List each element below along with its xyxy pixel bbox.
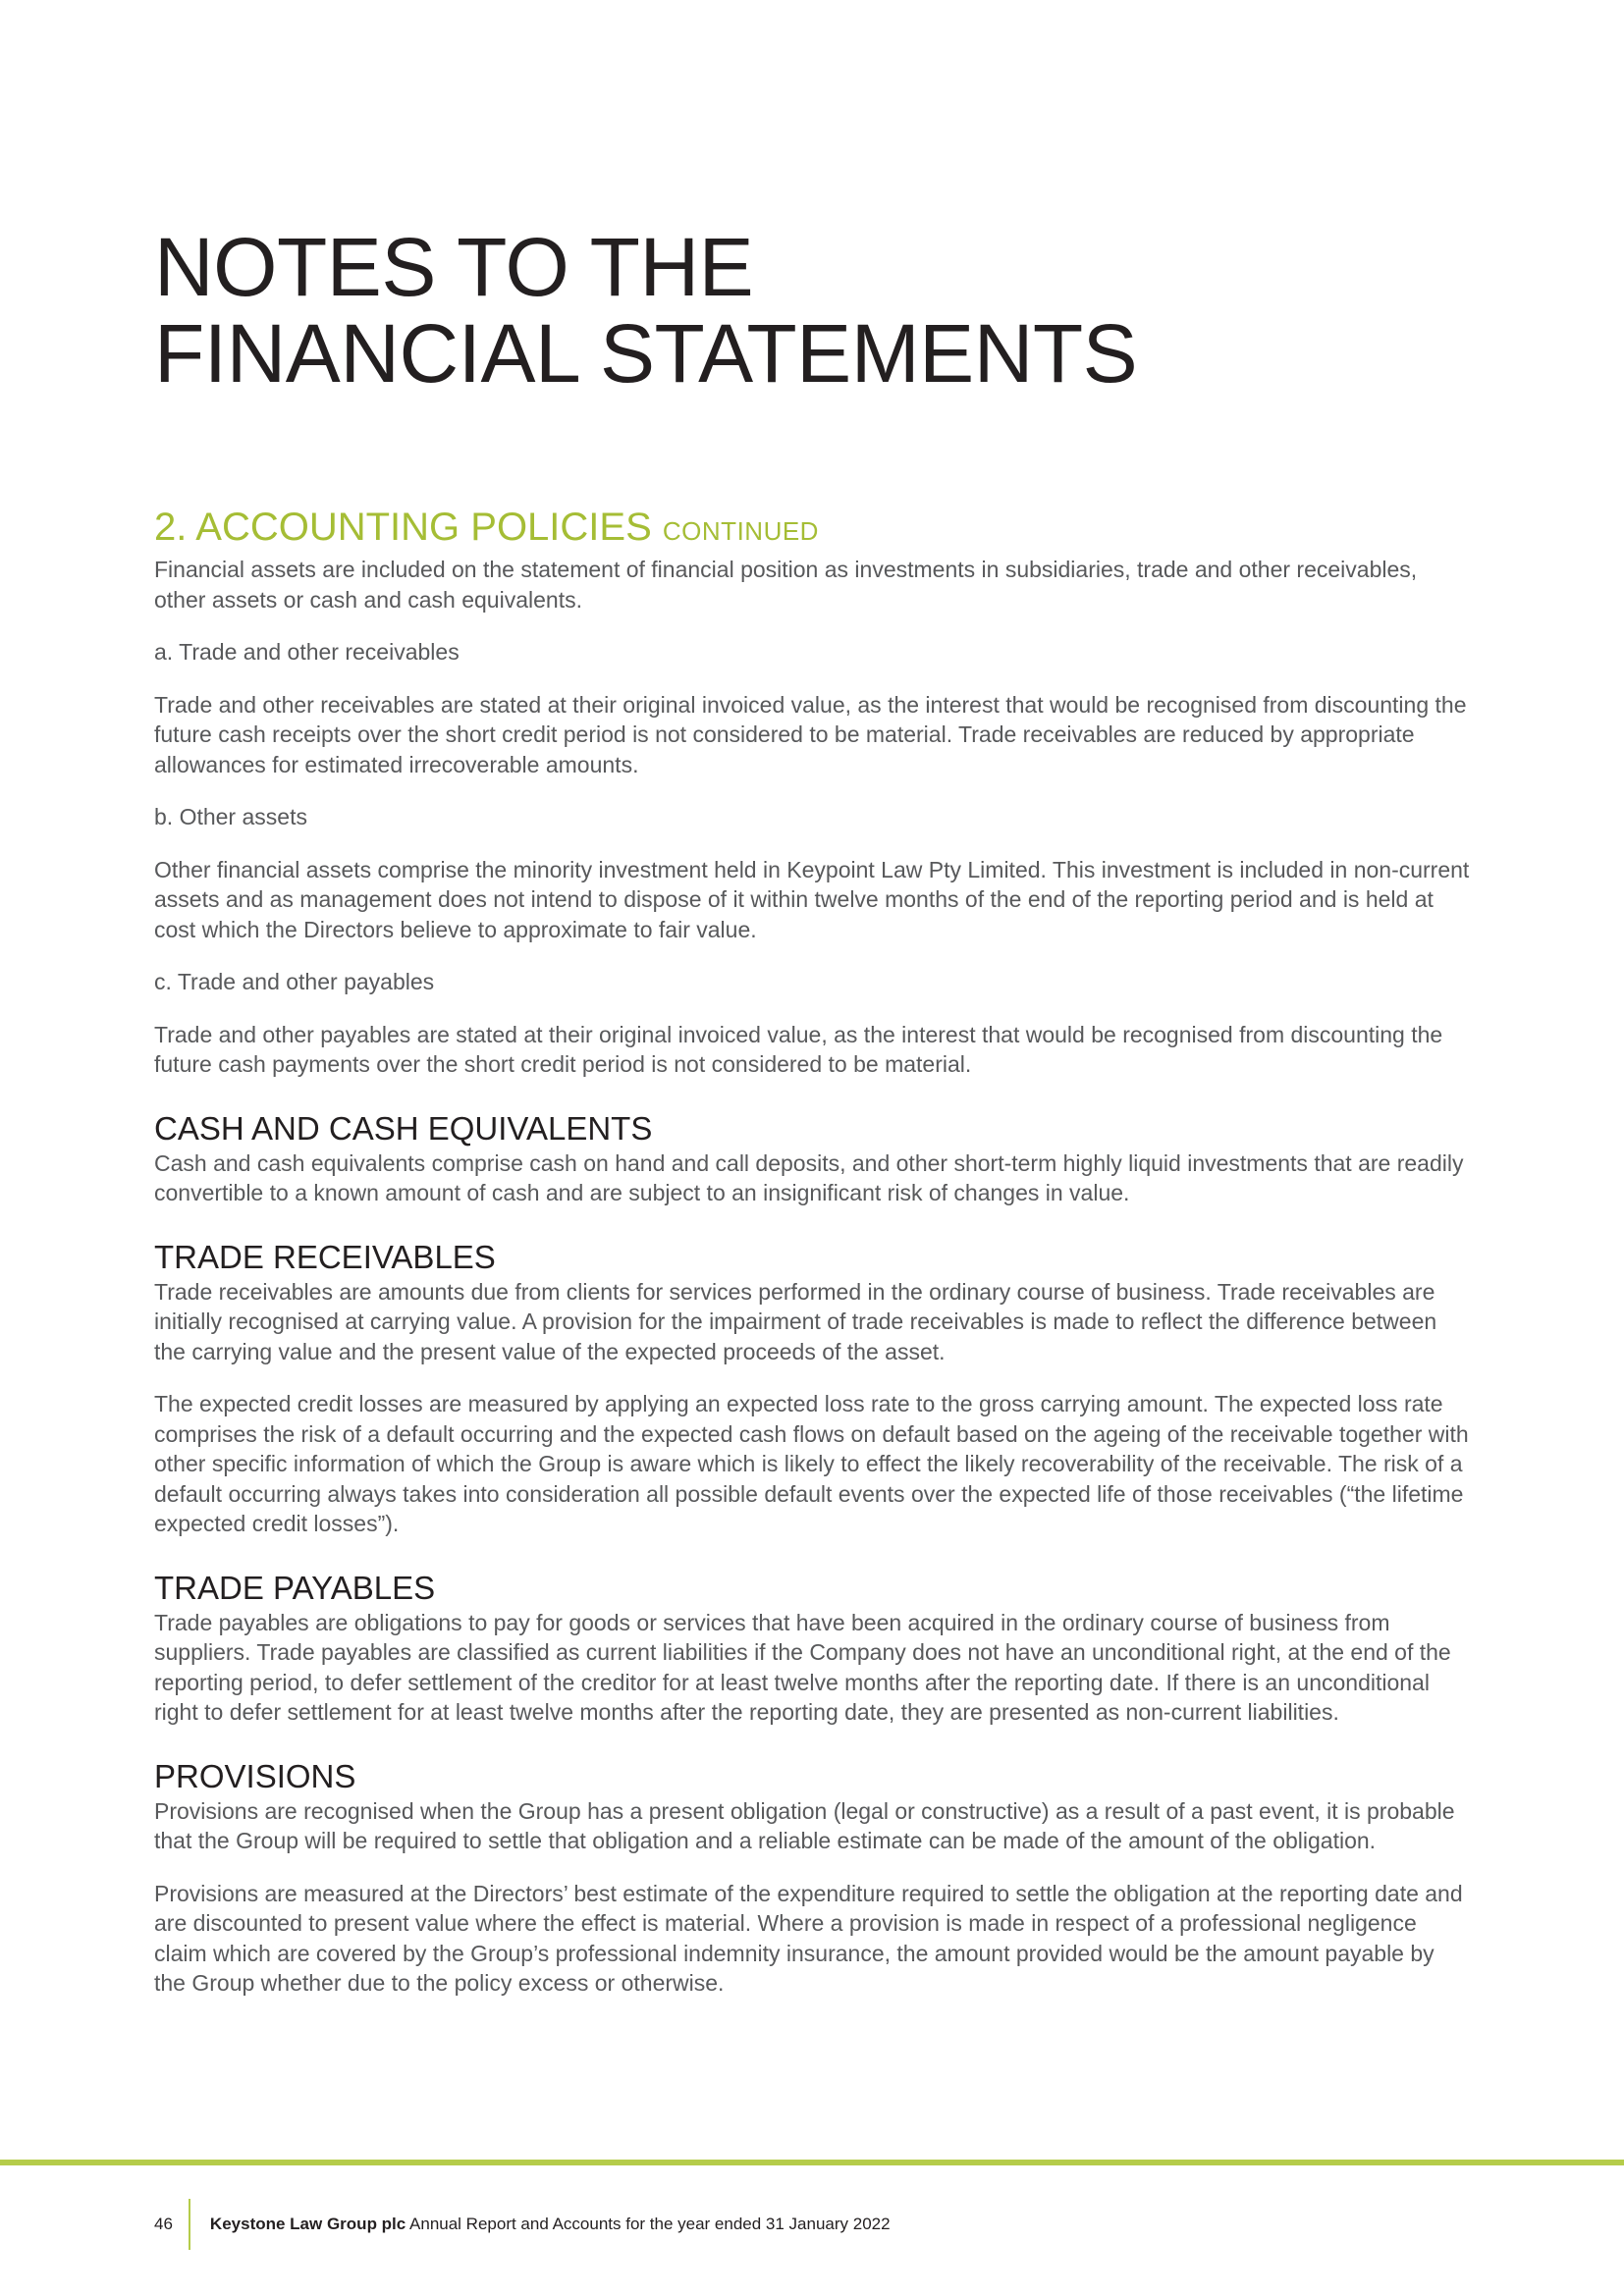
provisions-text-2: Provisions are measured at the Directors’ best estimate of the expenditure required to settle the obligation at the reporting date and are discounted to present value where the effect is material. Where a provision is made in respect of a professional negligence claim which are covered by the Group’s professional indemnity insurance, the amount provided would be the amount payable by the Group whether due to the policy excess or otherwise. bbox=[154, 1880, 1463, 1996]
trade-receivables-text-2: The expected credit losses are measured by applying an expected loss rate to the gross carrying amount. The expected loss rate comprises the risk of a default occurring and the expected cash flows on default based on the ageing of the receivable together with other specific information of which the Group is aware which is likely to effect the likely recoverability of the receivable. The risk of a default occurring always takes into consideration all possible default events over the expected life of those receivables (“the lifetime expected credit losses”). bbox=[154, 1391, 1469, 1536]
trade-receivables-text-1: Trade receivables are amounts due from clients for services performed in the ordinary course of business. Trade receivables are initially recognised at carrying value. A provision for the impairment of trade receivables is made to reflect the difference between the carrying value and the present value of the expected proceeds of the asset. bbox=[154, 1278, 1437, 1364]
other-assets-label: b. Other assets bbox=[154, 804, 307, 829]
footer-company-name: Keystone Law Group plc bbox=[209, 2215, 406, 2233]
trade-other-receivables-label: a. Trade and other receivables bbox=[154, 639, 460, 665]
cash-heading: CASH AND CASH EQUIVALENTS bbox=[154, 1109, 653, 1147]
provisions-heading: PROVISIONS bbox=[154, 1757, 356, 1794]
main-content bbox=[154, 504, 1470, 2021]
accounting-policies-heading-text: 2. ACCOUNTING POLICIES bbox=[154, 506, 652, 549]
page-title-line-1: NOTES TO THE bbox=[154, 221, 754, 313]
trade-other-receivables-text: Trade and other receivables are stated at their original invoiced value, as the interest that would be recognised from discounting the future cash receipts over the short credit period is not considered to be material. Trade receivables are reduced by appropriate allowances for estimated irrecoverable amounts. bbox=[154, 691, 1467, 777]
continued-label: CONTINUED bbox=[662, 516, 819, 546]
page-title-line-2: FINANCIAL STATEMENTS bbox=[154, 307, 1138, 400]
cash-text: Cash and cash equivalents comprise cash on hand and call deposits, and other short-term highly liquid investments that are readily convertible to a known amount of cash and are subject to an insignificant risk of changes in value. bbox=[154, 1149, 1464, 1205]
other-assets-text: Other financial assets comprise the minority investment held in Keypoint Law Pty Limited. This investment is included in non-current assets and as management does not intend to dispose of it within twelve months of the end of the reporting period and is held at cost which the Directors believe to approximate to fair value. bbox=[154, 856, 1470, 942]
accounting-policies-heading bbox=[154, 504, 1470, 555]
provisions-text-1: Provisions are recognised when the Group has a present obligation (legal or constructive) as a result of a past event, it is probable that the Group will be required to settle that obligation and a reliable estimate can be made of the amount of the obligation. bbox=[154, 1797, 1455, 1853]
footer-report-subtitle: Annual Report and Accounts for the year ended 31 January 2022 bbox=[406, 2215, 891, 2233]
trade-payables-heading: TRADE PAYABLES bbox=[154, 1569, 436, 1606]
financial-assets-intro: Financial assets are included on the statement of financial position as investments in subsidiaries, trade and other receivables, other assets or cash and cash equivalents. bbox=[154, 557, 1418, 613]
page-title bbox=[154, 221, 1470, 400]
footer-rule bbox=[0, 2160, 1624, 2165]
trade-other-payables-text: Trade and other payables are stated at their original invoiced value, as the interest that would be recognised from discounting the future cash payments over the short credit period is not considered to be material. bbox=[154, 1021, 1443, 1077]
trade-payables-text: Trade payables are obligations to pay for goods or services that have been acquired in the ordinary course of business from suppliers. Trade payables are classified as current liabilities if the Company does not have an unconditional right, at the end of the reporting period, to defer settlement of the creditor for at least twelve months after the reporting date. If there is an unconditional right to defer settlement for at least twelve months after the reporting date, they are presented as non-current liabilities. bbox=[154, 1609, 1451, 1725]
page-footer bbox=[154, 2199, 891, 2250]
trade-receivables-heading: TRADE RECEIVABLES bbox=[154, 1238, 496, 1275]
footer-report-title bbox=[190, 2215, 891, 2234]
trade-other-payables-label: c. Trade and other payables bbox=[154, 969, 435, 994]
page-number: 46 bbox=[154, 2215, 173, 2233]
